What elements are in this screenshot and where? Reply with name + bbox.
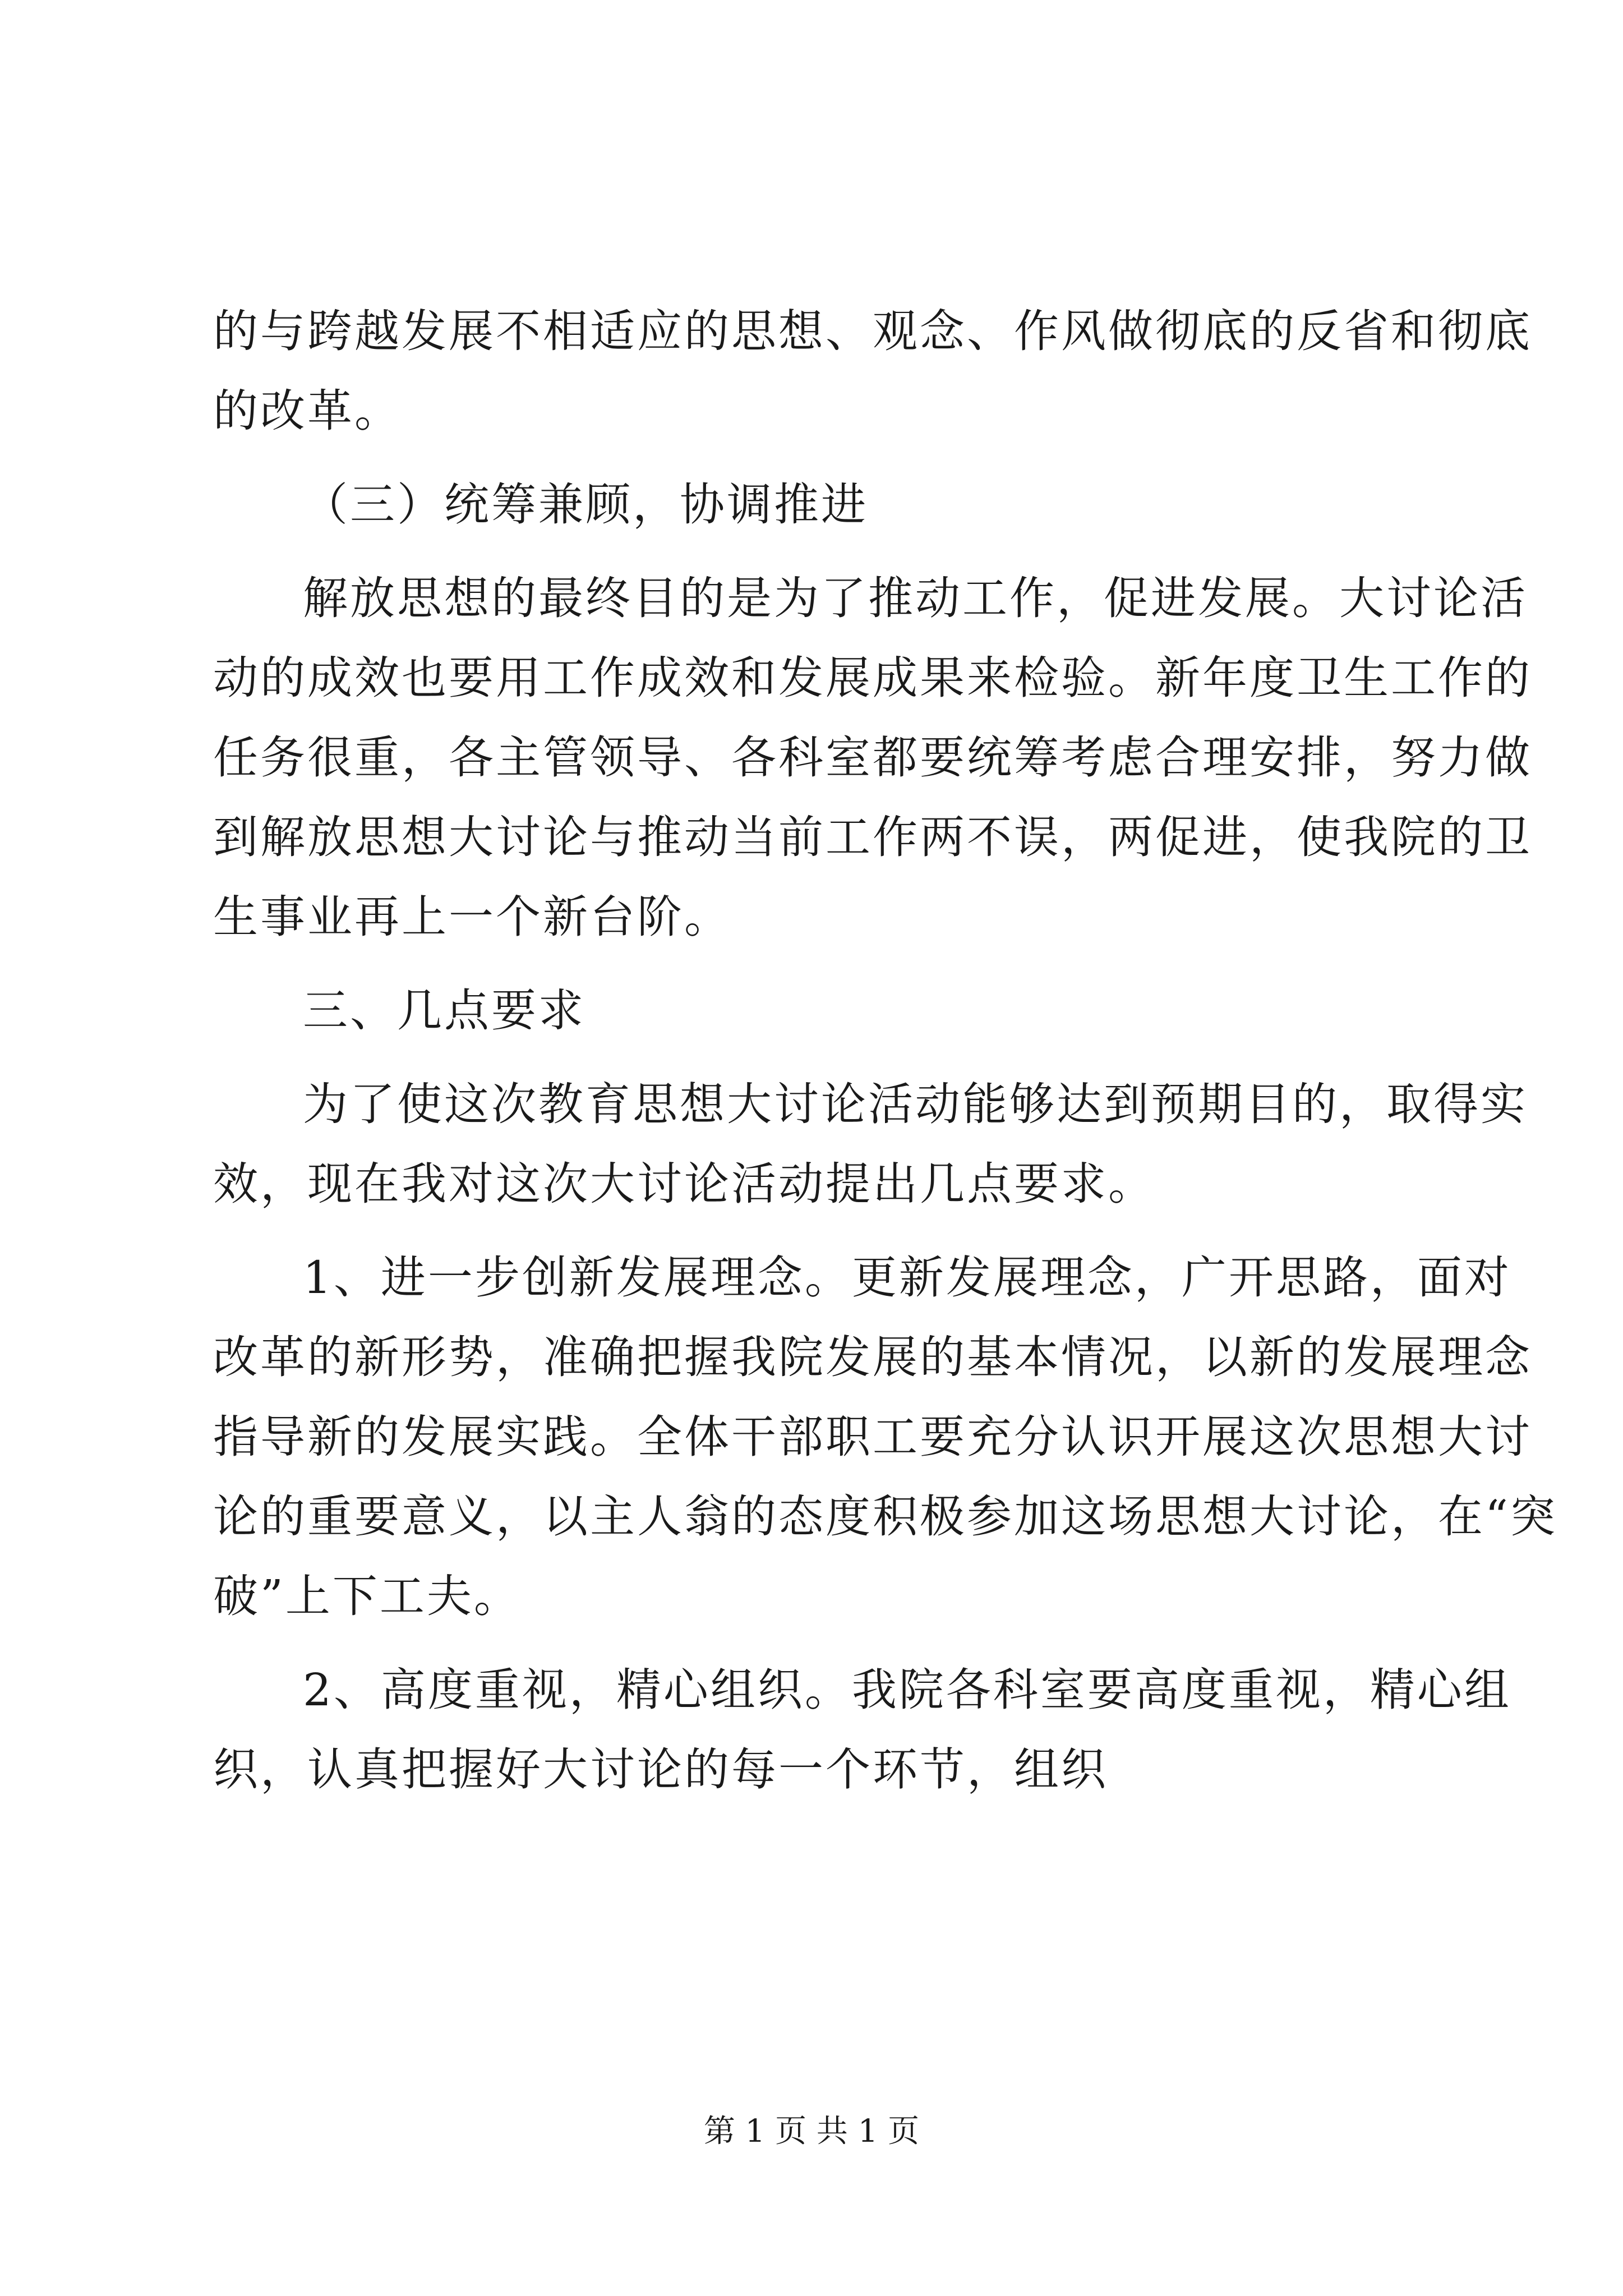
text-line: 论的重要意义，以主人翁的态度积极参加这场思想大讨论，在“突	[213, 1490, 1557, 1543]
text-line: 破”上下工夫。	[213, 1570, 521, 1622]
paragraph-first-line: 2、高度重视，精心组织。我院各科室要高度重视，精心组	[303, 1664, 1511, 1716]
text-line: 改革的新形势，准确把握我院发展的基本情况，以新的发展理念	[213, 1331, 1532, 1383]
paragraph-first-line: 解放思想的最终目的是为了推动工作，促进发展。大讨论活	[303, 572, 1528, 624]
text-line: 动的成效也要用工作成效和发展成果来检验。新年度卫生工作的	[213, 652, 1532, 704]
text-line: 效，现在我对这次大讨论活动提出几点要求。	[213, 1158, 1155, 1210]
text-line: 织，认真把握好大讨论的每一个环节，组织	[213, 1743, 1108, 1796]
text-line: 任务很重，各主管领导、各科室都要统筹考虑合理安排，努力做	[213, 731, 1532, 784]
document-body	[213, 292, 1557, 1810]
text-line: 的与跨越发展不相适应的思想、观念、作风做彻底的反省和彻底	[213, 305, 1532, 357]
text-line: 到解放思想大讨论与推动当前工作两不误，两促进，使我院的卫	[213, 811, 1532, 863]
text-line: 生事业再上一个新台阶。	[213, 891, 731, 943]
text-line: 的改革。	[213, 385, 402, 437]
page-number-footer: 第 1 页 共 1 页	[703, 2113, 920, 2150]
paragraph-first-line: 为了使这次教育思想大讨论活动能够达到预期目的，取得实	[303, 1078, 1528, 1130]
text-line: 指导新的发展实践。全体干部职工要充分认识开展这次思想大讨	[213, 1411, 1532, 1463]
paragraph-first-line: 1、进一步创新发展理念。更新发展理念，广开思路，面对	[303, 1251, 1511, 1304]
section-heading: （三）统筹兼顾，协调推进	[303, 478, 868, 531]
section-heading: 三、几点要求	[303, 984, 585, 1037]
